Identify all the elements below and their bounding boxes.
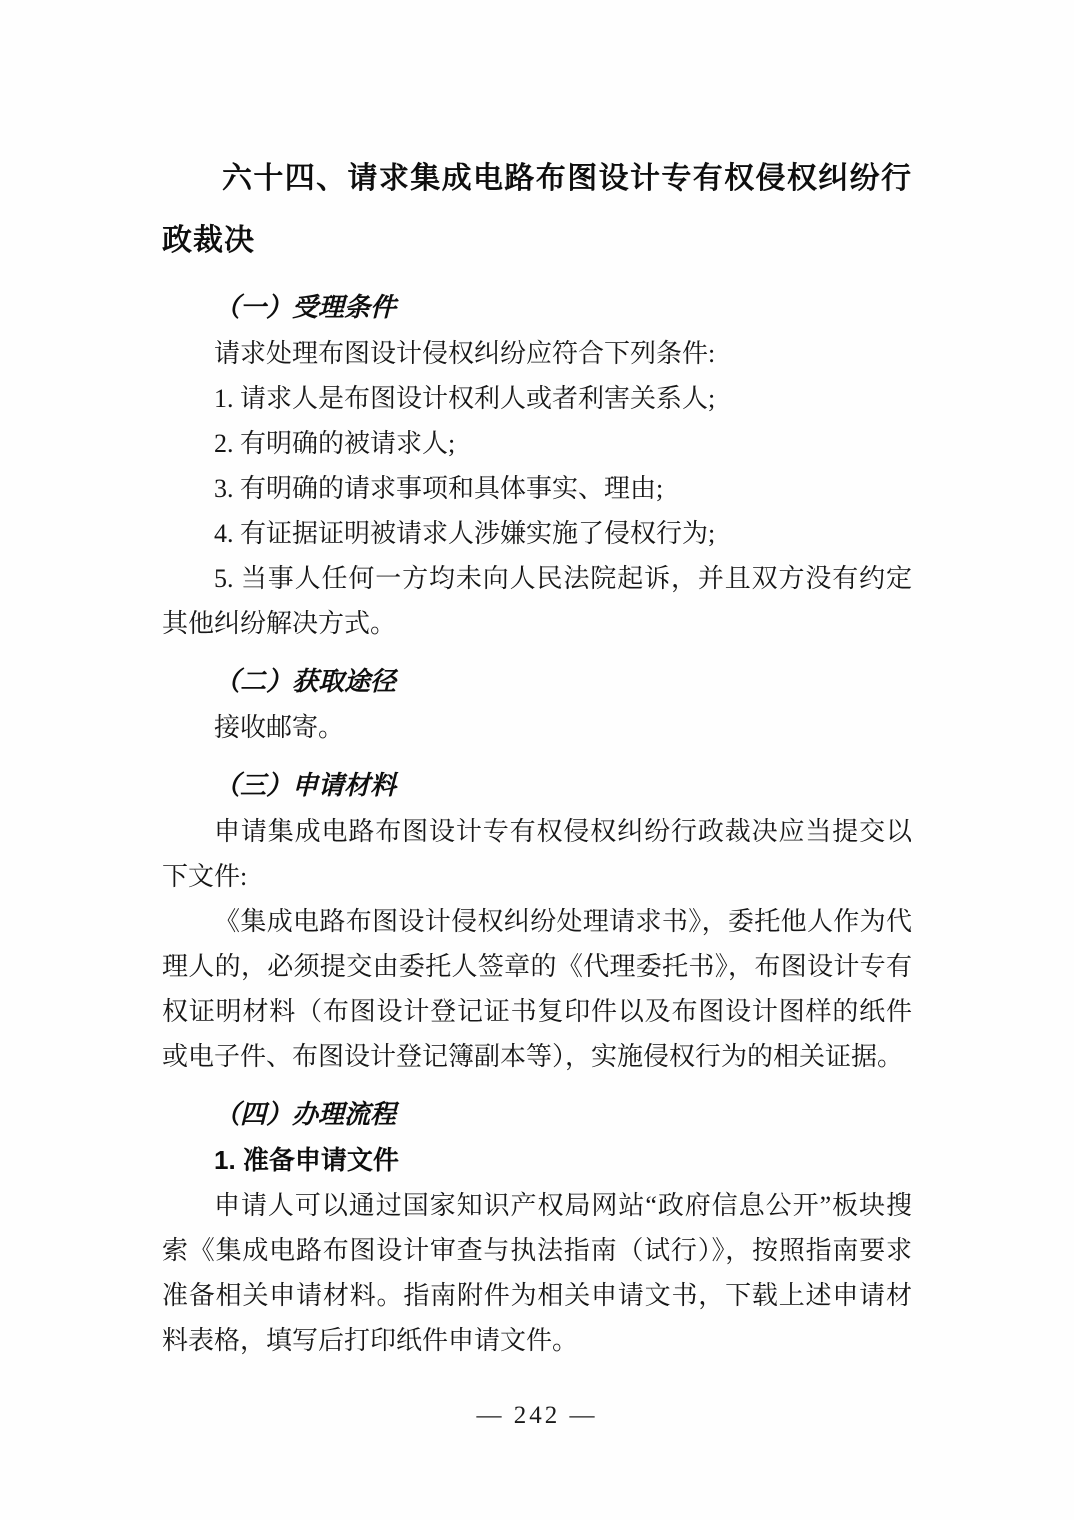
section-handling-process bbox=[162, 1093, 912, 1363]
list-item-condition-4: 4. 有证据证明被请求人涉嫌实施了侵权行为; bbox=[214, 519, 716, 548]
section-obtain-channel bbox=[162, 660, 912, 750]
section-heading-application-materials: （三）申请材料 bbox=[214, 771, 397, 801]
list-item-condition-3: 3. 有明确的请求事项和具体事实、理由; bbox=[214, 474, 664, 503]
section-heading-acceptance-conditions: （一）受理条件 bbox=[214, 293, 397, 323]
section-heading-handling-process: （四）办理流程 bbox=[214, 1100, 397, 1130]
section-acceptance-conditions bbox=[162, 286, 912, 646]
subheading-prepare-application-files: 1. 准备申请文件 bbox=[214, 1145, 399, 1175]
paragraph-materials-intro: 申请集成电路布图设计专有权侵权纠纷行政裁决应当提交以下文件: bbox=[162, 817, 912, 891]
paragraph-materials-detail: 《集成电路布图设计侵权纠纷处理请求书》，委托他人作为代理人的，必须提交由委托人签章的《代理委托书》，布图设计专有权证明材料（布图设计登记证书复印件以及布图设计图样的纸件或电子件、布图设计登记簿副本等），实施侵权行为的相关证据。 bbox=[162, 907, 912, 1071]
paragraph-conditions-intro: 请求处理布图设计侵权纠纷应符合下列条件: bbox=[214, 339, 716, 368]
list-item-condition-5: 5. 当事人任何一方均未向人民法院起诉，并且双方没有约定其他纠纷解决方式。 bbox=[162, 564, 912, 638]
section-application-materials bbox=[162, 764, 912, 1079]
section-heading-obtain-channel: （二）获取途径 bbox=[214, 667, 397, 697]
paragraph-prepare-application-files: 申请人可以通过国家知识产权局网站“政府信息公开”板块搜索《集成电路布图设计审查与执法指南（试行）》，按照指南要求准备相关申请材料。指南附件为相关申请文书，下载上述申请材料表格，填写后打印纸件申请文件。 bbox=[162, 1191, 912, 1355]
document-title: 六十四、请求集成电路布图设计专有权侵权纠纷行政裁决 bbox=[162, 162, 912, 257]
page-number: — 242 — bbox=[476, 1402, 598, 1429]
paragraph-obtain-channel: 接收邮寄。 bbox=[214, 713, 345, 742]
list-item-condition-2: 2. 有明确的被请求人; bbox=[214, 429, 456, 458]
list-item-condition-1: 1. 请求人是布图设计权利人或者利害关系人; bbox=[214, 384, 716, 413]
